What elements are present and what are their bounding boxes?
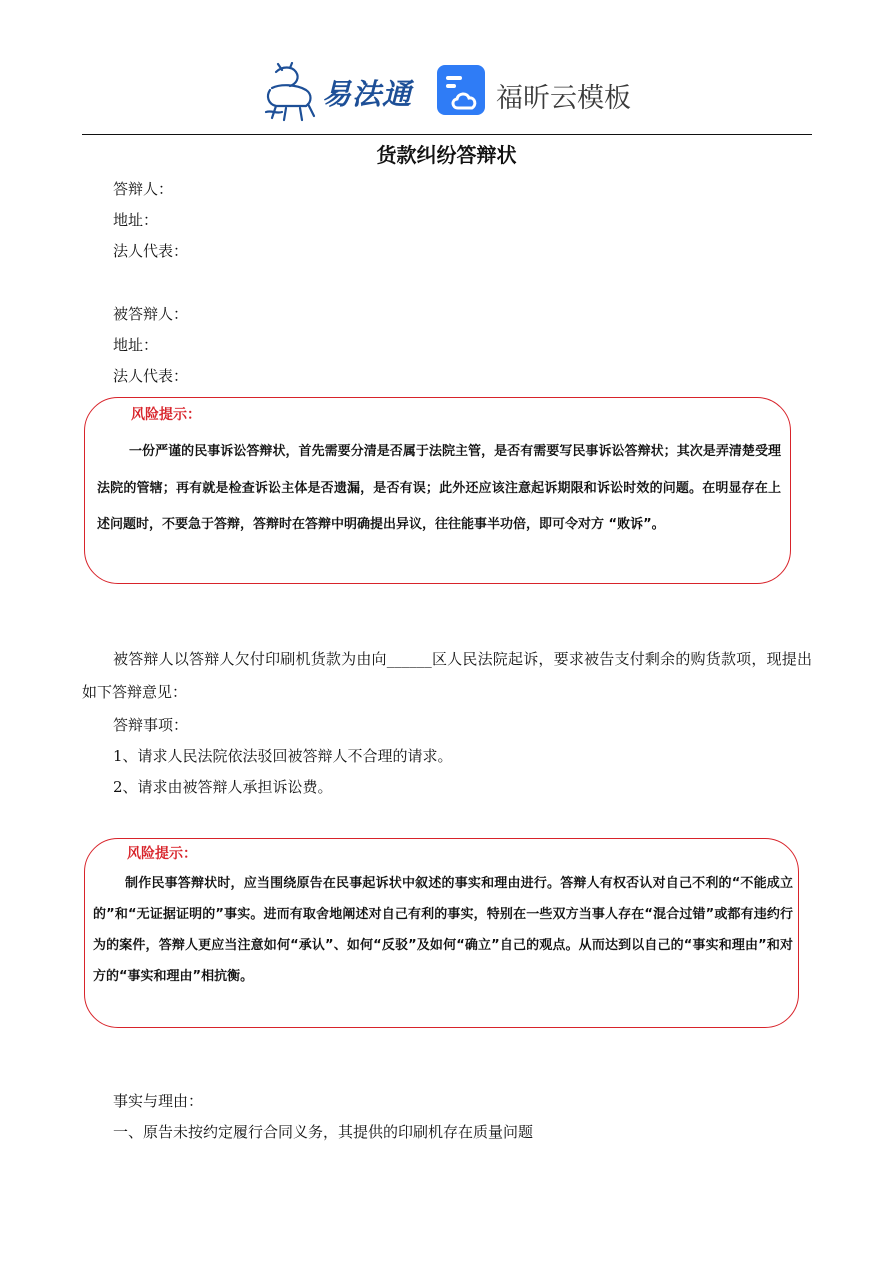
intro-paragraph: 被答辩人以答辩人欠付印刷机货款为由向______区人民法院起诉，要求被告支付剩余的购货款项，现提出如下答辩意见： — [82, 650, 812, 701]
risk-notice-box — [84, 838, 799, 1028]
facts-label: 事实与理由： — [113, 1092, 204, 1110]
matter-item-2: 2、请求由被答辩人承担诉讼费。 — [113, 778, 333, 796]
matter-item-1: 1、请求人民法院依法驳回被答辩人不合理的请求。 — [113, 747, 453, 765]
risk-notice-heading: 风险提示： — [131, 407, 201, 423]
page-header — [0, 56, 893, 128]
yifatong-logo — [262, 62, 412, 122]
claimant-label: 被答辩人： — [113, 305, 189, 323]
respondent-representative: 法人代表： — [113, 242, 189, 260]
logo1-text: 易法通 — [322, 77, 413, 111]
logo2-text: 福昕云模板 — [496, 83, 631, 114]
header-divider — [82, 134, 812, 135]
respondent-address: 地址： — [113, 211, 159, 229]
risk-notice-heading: 风险提示： — [127, 846, 197, 862]
claimant-address: 地址： — [113, 336, 159, 354]
risk-notice-box — [84, 397, 791, 584]
facts-item-1: 一、原告未按约定履行合同义务，其提供的印刷机存在质量问题 — [113, 1123, 534, 1141]
risk-notice-text: 一份严谨的民事诉讼答辩状，首先需要分清是否属于法院主管，是否有需要写民事诉讼答辩状；其次是弄清楚受理法院的管辖；再有就是检查诉讼主体是否遗漏，是否有误；此外还应该注意起诉期限和诉讼时效的问题。在明显存在上述问题时，不要急于答辩，答辩时在答辩中明确提出异议，往往能事半功倍，即可令对方 “败诉”。 — [97, 444, 781, 532]
cloud-document-icon — [436, 64, 488, 118]
respondent-label: 答辩人： — [113, 180, 174, 198]
qilin-icon — [262, 62, 324, 122]
document-title: 货款纠纷答辩状 — [376, 143, 517, 167]
claimant-representative: 法人代表： — [113, 367, 189, 385]
fuxin-logo — [436, 64, 636, 120]
matters-label: 答辩事项： — [113, 716, 189, 734]
risk-notice-text: 制作民事答辩状时，应当围绕原告在民事起诉状中叙述的事实和理由进行。答辩人有权否认对自己不利的“不能成立的”和“无证据证明的”事实。进而有取舍地阐述对自己有利的事实，特别在一些双方当事人存在“混合过错”或都有违约行为的案件，答辩人更应当注意如何“承认”、如何“反驳”及如何“确立”自己的观点。从而达到以自己的“事实和理由”和对方的“事实和理由”相抗衡。 — [93, 876, 793, 984]
